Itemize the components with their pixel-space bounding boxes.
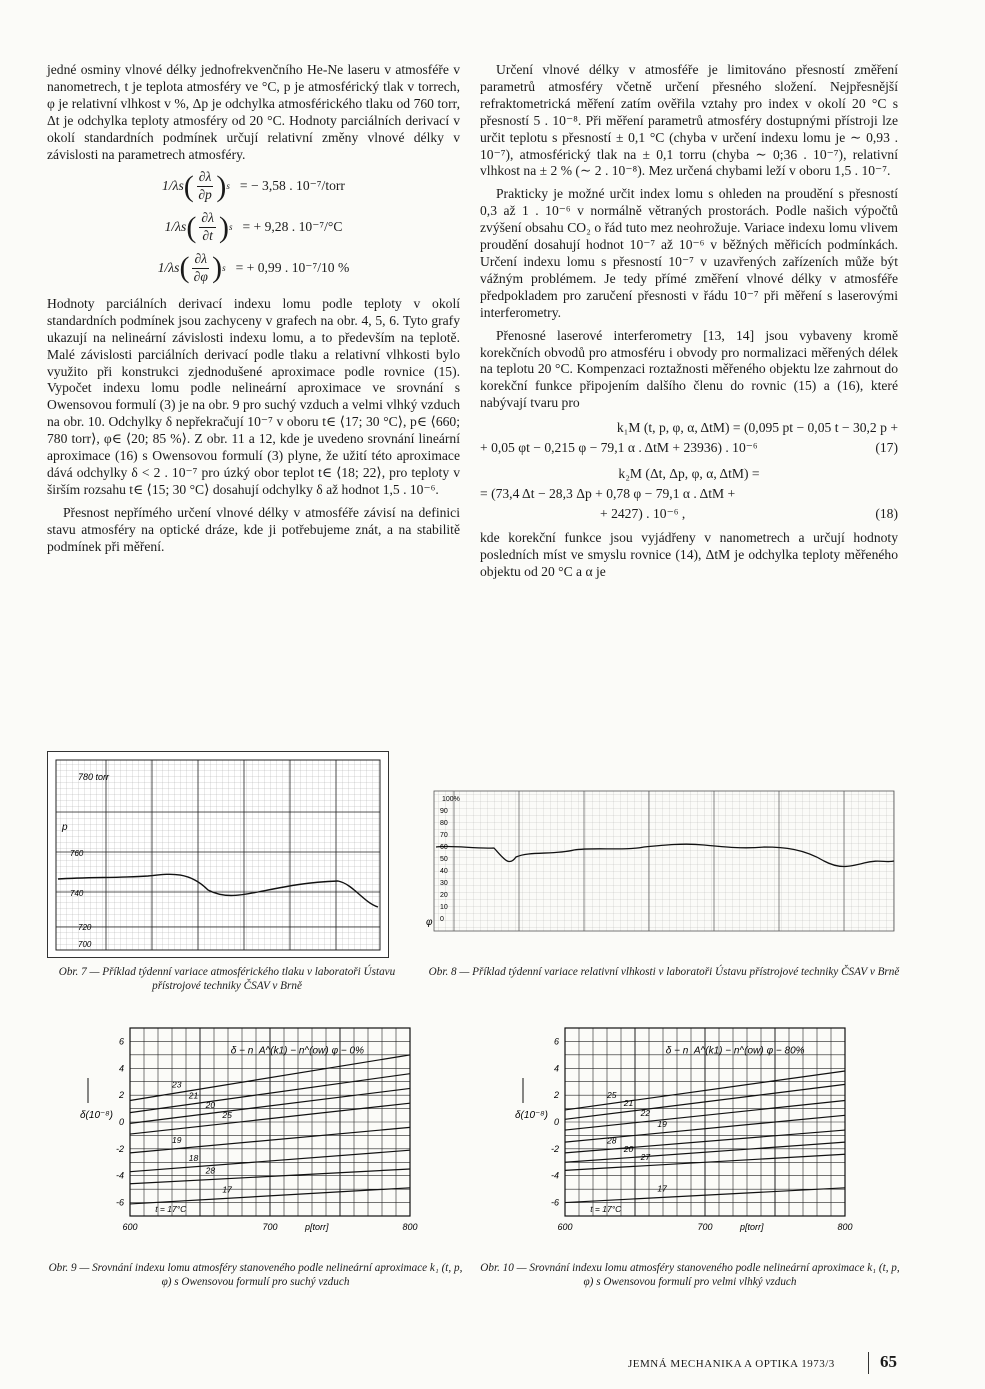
fig8-label-30: 30 xyxy=(440,880,448,887)
y-tick-label: -2 xyxy=(550,1143,559,1154)
series-label-21: 21 xyxy=(623,1097,634,1108)
series-label-20: 20 xyxy=(205,1099,216,1110)
y-tick-label: -4 xyxy=(550,1170,559,1181)
left-paragraph-3: Přesnost nepřímého určení vlnové délky v atmosféře závisí na definici stavu atmosféry na optické dráze, kde ji potřebujeme znát, a na stabilitě podmínek při měření. xyxy=(47,504,460,554)
x-axis-label: p[torr] xyxy=(740,1222,764,1232)
fig8-label-70: 70 xyxy=(440,832,448,839)
right-paragraph-4: kde korekční funkce jsou vyjádřeny v nanometrech a určují hodnoty posledních míst ve smyslu rovnice (14), ΔtM je odchylka teploty měřeného objektu od 20 °C a α je xyxy=(480,530,898,579)
series-label-28: 28 xyxy=(205,1165,216,1176)
y-tick-label: -6 xyxy=(550,1197,559,1208)
y-tick-label: 2 xyxy=(118,1090,124,1101)
chart-condition: φ − 80% xyxy=(766,1045,805,1057)
left-column xyxy=(47,62,460,561)
series-label-19: 19 xyxy=(657,1119,667,1130)
temperature-label: t = 17°C xyxy=(590,1203,622,1214)
series-label-27: 27 xyxy=(640,1151,651,1162)
left-paragraph-1: jedné osminy vlnové délky jednofrekvenčního He-Ne laseru v atmosféře v nanometrech, t je teplota atmosféry ve °C, p je atmosférický tlak v torrech, φ je relativní vlhkost v %, Δp je odchylka atmosférického tlaku od 760 torr, Δt je odchylka teploty atmosféry od 20 °C. Hodnoty parciálních derivací v okolí standardních podmínek určují relativní změny vlnové délky v závislosti na parametrech atmosféry. xyxy=(47,62,460,162)
fig8-label-10: 10 xyxy=(440,904,448,911)
equation-dt: 1/λs ( $\frac{\partial\lambda}{\partial t}$ ) s = + 9,28 . 10⁻⁷/°C xyxy=(164,210,343,244)
fig7-label-760: 760 xyxy=(70,849,84,858)
temperature-label: t = 17°C xyxy=(155,1203,187,1214)
figure-8-caption: Obr. 8 — Příklad týdenní variace relativní vlhkosti v laboratoři Ústavu přístrojové techniky ČSAV v Brně xyxy=(428,966,900,978)
figure-9-container xyxy=(60,1016,430,1256)
x-tick-label: 600 xyxy=(122,1222,138,1232)
series-label-17: 17 xyxy=(657,1183,667,1194)
fig8-label-20: 20 xyxy=(440,892,448,899)
right-paragraph-1: Určení vlnové délky v atmosféře je limitováno přesností změření parametrů atmosféry včetně určení přesného složení. Nejpřesnější refraktometrická měření zatím ověřila vztahy pro index v okolí 20 °C s přesností 5 . 10⁻⁸. Při měření parametrů atmosféry dostupnými přístroji lze určit teplotu s přesností ± 0,1 °C (chyba v určení indexu lomu je ∼ 0,93 . 10⁻⁷), atmosférický tlak na ± 0,1 torru (chyba ∼ 0;36 . 10⁻⁷), relativní vlhkost na ± 2 % (∼ 2 . 10⁻⁸). Mez určená chybami leží v oboru 1,5 . 10⁻⁷. xyxy=(480,62,898,179)
series-label-18: 18 xyxy=(188,1153,199,1164)
y-tick-label: 6 xyxy=(118,1036,124,1047)
fig8-label-80: 80 xyxy=(440,820,448,827)
fig7-label-700: 700 xyxy=(78,940,92,949)
fig8-label-100: 100% xyxy=(442,796,460,803)
y-tick-label: 4 xyxy=(553,1063,559,1074)
equation-17: k₁M (t, p, φ, α, ΔtM) = (0,095 pt − 0,05 t − 30,2 p + + 0,05 φt − 0,215 φ − 79,1 α . ΔtM + 23936) . 10⁻⁶ (17) xyxy=(480,420,898,456)
series-label-20: 20 xyxy=(623,1144,634,1155)
left-paragraph-2: Hodnoty parciálních derivací indexu lomu podle teploty v okolí standardních podmínek jsou zachyceny v grafech na obr. 4, 5, 6. Tyto grafy ukazují na nelineární závislosti indexu lomu, a to především na teplotě. Malé závislosti parciálních derivací podle tlaku a relativní vlhkosti bylo využito při konstrukci zjednodušené aproximace podle rovnice (15). Vypočet indexu lomu podle nelineární aproximace ve srovnání s Owensovou formulí (3) je na obr. 9 pro suchý vzduch a velmi vlhký vzduch na obr. 10. Odchylky δ nepřekračují 10⁻⁷ v oboru t∈ ⟨17; 30 °C⟩, p∈ ⟨660; 780 torr⟩, φ∈ ⟨20; 85 %⟩. Z obr. 11 a 12, kde je uvedeno srovnání lineární aproximace (16) s Owensovou formulí (3) plyne, že užití této aproximace dává odchylky δ < 2 . 10⁻⁷ pro úzký obor teplot t∈ ⟨18; 22⟩, pro teploty v širším rozsahu t∈ ⟨15; 30 °C⟩ dosahují odchylky δ až hodnot 1,5 . 10⁻⁶. xyxy=(47,295,460,497)
series-label-28: 28 xyxy=(607,1135,617,1146)
journal-footer: JEMNÁ MECHANIKA A OPTIKA 1973/3 xyxy=(628,1358,835,1370)
fig7-label-p: p xyxy=(62,822,68,833)
y-tick-label: 0 xyxy=(118,1117,124,1127)
chart-annotation: δ − n_A^(k1) − n^(ow) xyxy=(665,1045,764,1057)
figure-9-chart xyxy=(60,1016,430,1256)
equation-dp: 1/λs ( $\frac{\partial\lambda}{\partial p}$ ) s = − 3,58 . 10⁻⁷/torr xyxy=(162,169,345,203)
fig7-label-top: 780 torr xyxy=(78,772,110,782)
series-label-23: 23 xyxy=(172,1079,182,1090)
x-tick-label: 600 xyxy=(557,1222,573,1232)
figure-10-container xyxy=(495,1016,865,1256)
fig8-label-0: 0 xyxy=(440,916,444,923)
fig8-label-60: 60 xyxy=(440,844,448,851)
page-number: 65 xyxy=(880,1352,897,1371)
figure-8-svg xyxy=(424,787,900,935)
fig8-label-90: 90 xyxy=(440,808,448,815)
fig8-label-50: 50 xyxy=(440,856,448,863)
x-tick-label: 700 xyxy=(262,1222,278,1232)
series-label-25: 25 xyxy=(222,1109,232,1120)
x-tick-label: 800 xyxy=(402,1222,418,1232)
equation-dphi: 1/λs ( $\frac{\partial\lambda}{\partial\varphi}$ ) s = + 0,99 . 10⁻⁷/10 % xyxy=(157,251,350,285)
series-label-17: 17 xyxy=(222,1184,232,1195)
figure-10-caption: Obr. 10 — Srovnání indexu lomu atmosféry stanoveného podle nelineární aproximace k₁ (t, p, φ) s Owensovou formulí pro velmi vlhký vzduch xyxy=(480,1262,900,1288)
equation-18: k₂M (Δt, Δp, φ, α, ΔtM) = = (73,4 Δt − 28,3 Δp + 0,78 φ − 79,1 α . ΔtM + + 2427) . 10⁻⁶ , (18) xyxy=(480,466,898,522)
footer-divider xyxy=(868,1352,869,1374)
chart-condition: φ − 0% xyxy=(331,1045,364,1057)
fig7-label-740: 740 xyxy=(70,889,84,898)
fig7-label-720: 720 xyxy=(78,923,92,932)
figure-7-svg xyxy=(48,752,388,957)
series-label-22: 22 xyxy=(640,1108,651,1119)
right-paragraph-2: Prakticky je možné určit index lomu s ohleden na proudění s přesností 0,3 až 1 . 10⁻⁶ v normálně větraných prostorách. Podle našich výpočtů zvýšení obsahu CO₂ o řád tuto mez neohrožuje. Variace indexu lomu vlivem proudění dosahují hodnot 10⁻⁷ až 10⁻⁶ v běžných měřicích podmínkách. Určení indexu lomu s přesností 10⁻⁷ v uzavřených zařízeních může být vážným problémem. Je tedy přímé změření vlnové délky v atmosféře předpokladem pro zaručení přesnosti v řádu 10⁻⁷ při měření s laserovými interferometry. xyxy=(480,186,898,320)
y-tick-label: 0 xyxy=(553,1117,559,1127)
y-tick-label: -4 xyxy=(115,1170,124,1181)
right-paragraph-3: Přenosné laserové interferometry [13, 14] jsou vybaveny kromě korekčních obvodů pro atmosféru i obvody pro normalizaci měřených délek na teplotu 20 °C. Kompenzaci roztažnosti měřeného objektu lze zahrnout do korekční funkce připojením dalšího členu do rovnic (15) a (16), které nabývají tvaru pro xyxy=(480,327,898,411)
y-tick-label: -6 xyxy=(115,1197,124,1208)
series-label-19: 19 xyxy=(172,1135,182,1146)
figure-9-caption: Obr. 9 — Srovnání indexu lomu atmosféry stanoveného podle nelineární aproximace k₁ (t, p, φ) s Owensovou formulí pro suchý vzduch xyxy=(48,1262,463,1288)
y-tick-label: -2 xyxy=(115,1143,124,1154)
x-tick-label: 700 xyxy=(697,1222,713,1232)
right-column xyxy=(480,62,898,587)
series-label-25: 25 xyxy=(607,1090,617,1101)
y-tick-label: 4 xyxy=(118,1063,124,1074)
y-tick-label: 6 xyxy=(553,1036,559,1047)
figure-7-caption: Obr. 7 — Příklad týdenní variace atmosférického tlaku v laboratoři Ústavu přístrojové techniky ČSAV v Brně xyxy=(58,966,396,992)
y-axis-label: δ(10⁻⁸) xyxy=(515,1110,548,1121)
series-label-21: 21 xyxy=(188,1090,199,1101)
x-axis-label: p[torr] xyxy=(305,1222,329,1232)
x-tick-label: 800 xyxy=(837,1222,853,1232)
fig8-label-40: 40 xyxy=(440,868,448,875)
figure-7-pressure-chart xyxy=(47,751,389,958)
chart-annotation: δ − n_A^(k1) − n^(ow) xyxy=(230,1045,329,1057)
figure-10-chart xyxy=(495,1016,865,1256)
fig8-label-phi: φ xyxy=(426,917,433,928)
y-tick-label: 2 xyxy=(553,1090,559,1101)
figure-8-humidity-chart xyxy=(424,787,900,935)
y-axis-label: δ(10⁻⁸) xyxy=(80,1110,113,1121)
